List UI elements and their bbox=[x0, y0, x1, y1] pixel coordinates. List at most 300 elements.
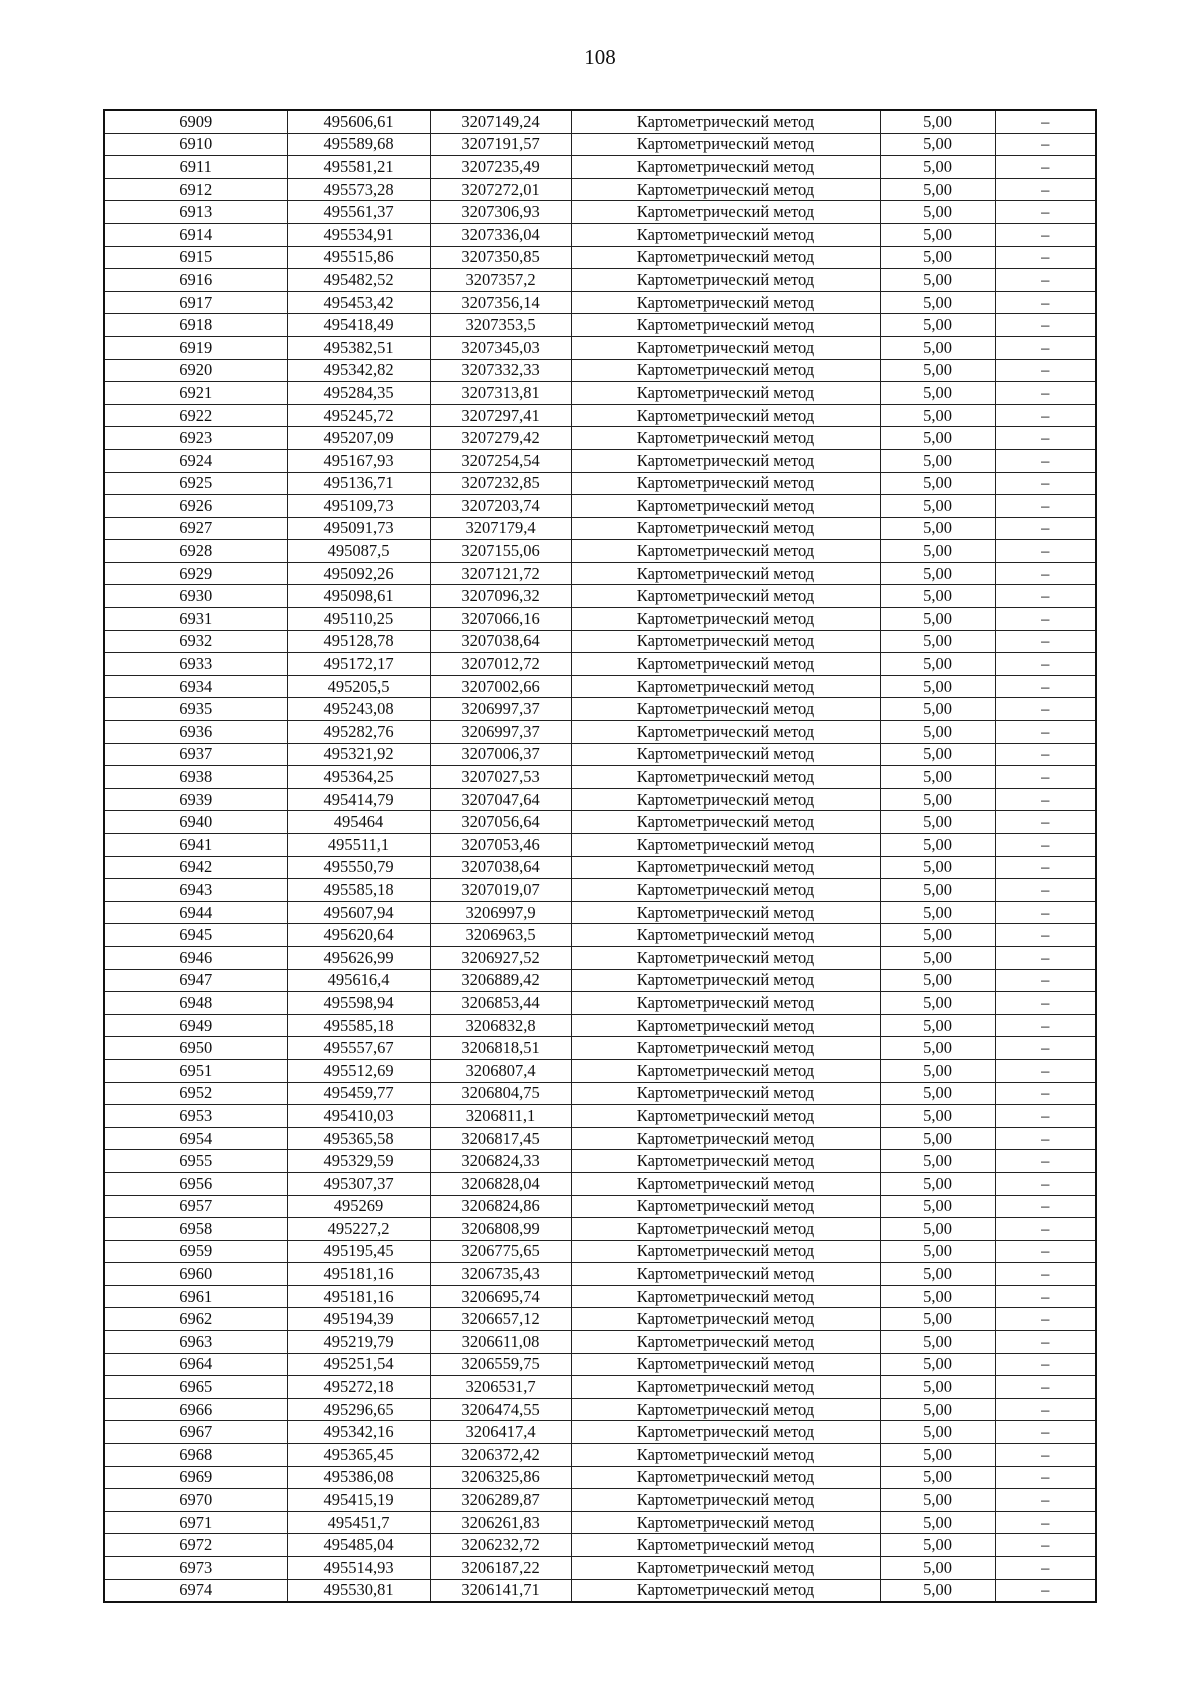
method-cell: Картометрический метод bbox=[571, 1195, 880, 1218]
y-coordinate-cell: 3207121,72 bbox=[430, 562, 571, 585]
x-coordinate-cell: 495415,19 bbox=[287, 1489, 430, 1512]
description-cell: – bbox=[995, 1466, 1096, 1489]
y-coordinate-cell: 3206559,75 bbox=[430, 1353, 571, 1376]
method-cell: Картометрический метод bbox=[571, 404, 880, 427]
accuracy-cell: 5,00 bbox=[880, 246, 995, 269]
x-coordinate-cell: 495181,16 bbox=[287, 1285, 430, 1308]
method-cell: Картометрический метод bbox=[571, 540, 880, 563]
table-row bbox=[104, 110, 1096, 133]
coordinates-table-body bbox=[104, 110, 1096, 1602]
y-coordinate-cell: 3207350,85 bbox=[430, 246, 571, 269]
method-cell: Картометрический метод bbox=[571, 1421, 880, 1444]
description-cell: – bbox=[995, 472, 1096, 495]
table-row bbox=[104, 834, 1096, 857]
description-cell: – bbox=[995, 1105, 1096, 1128]
description-cell: – bbox=[995, 291, 1096, 314]
accuracy-cell: 5,00 bbox=[880, 1037, 995, 1060]
method-cell: Картометрический метод bbox=[571, 359, 880, 382]
accuracy-cell: 5,00 bbox=[880, 133, 995, 156]
accuracy-cell: 5,00 bbox=[880, 291, 995, 314]
point-number-cell: 6923 bbox=[104, 427, 287, 450]
description-cell: – bbox=[995, 156, 1096, 179]
x-coordinate-cell: 495227,2 bbox=[287, 1218, 430, 1241]
table-row bbox=[104, 766, 1096, 789]
point-number-cell: 6968 bbox=[104, 1444, 287, 1467]
table-row bbox=[104, 562, 1096, 585]
table-row bbox=[104, 1398, 1096, 1421]
description-cell: – bbox=[995, 1127, 1096, 1150]
table-row bbox=[104, 1557, 1096, 1580]
x-coordinate-cell: 495321,92 bbox=[287, 743, 430, 766]
x-coordinate-cell: 495172,17 bbox=[287, 653, 430, 676]
table-row bbox=[104, 1285, 1096, 1308]
x-coordinate-cell: 495607,94 bbox=[287, 901, 430, 924]
accuracy-cell: 5,00 bbox=[880, 1150, 995, 1173]
accuracy-cell: 5,00 bbox=[880, 924, 995, 947]
point-number-cell: 6957 bbox=[104, 1195, 287, 1218]
description-cell: – bbox=[995, 901, 1096, 924]
accuracy-cell: 5,00 bbox=[880, 1331, 995, 1354]
x-coordinate-cell: 495092,26 bbox=[287, 562, 430, 585]
accuracy-cell: 5,00 bbox=[880, 969, 995, 992]
table-row bbox=[104, 1195, 1096, 1218]
accuracy-cell: 5,00 bbox=[880, 1263, 995, 1286]
method-cell: Картометрический метод bbox=[571, 675, 880, 698]
accuracy-cell: 5,00 bbox=[880, 811, 995, 834]
y-coordinate-cell: 3207056,64 bbox=[430, 811, 571, 834]
accuracy-cell: 5,00 bbox=[880, 1172, 995, 1195]
method-cell: Картометрический метод bbox=[571, 1489, 880, 1512]
x-coordinate-cell: 495514,93 bbox=[287, 1557, 430, 1580]
method-cell: Картометрический метод bbox=[571, 743, 880, 766]
table-row bbox=[104, 472, 1096, 495]
point-number-cell: 6918 bbox=[104, 314, 287, 337]
point-number-cell: 6936 bbox=[104, 721, 287, 744]
x-coordinate-cell: 495589,68 bbox=[287, 133, 430, 156]
y-coordinate-cell: 3206832,8 bbox=[430, 1014, 571, 1037]
y-coordinate-cell: 3207345,03 bbox=[430, 336, 571, 359]
method-cell: Картометрический метод bbox=[571, 1557, 880, 1580]
description-cell: – bbox=[995, 517, 1096, 540]
description-cell: – bbox=[995, 178, 1096, 201]
x-coordinate-cell: 495342,82 bbox=[287, 359, 430, 382]
y-coordinate-cell: 3207235,49 bbox=[430, 156, 571, 179]
method-cell: Картометрический метод bbox=[571, 1105, 880, 1128]
y-coordinate-cell: 3206824,33 bbox=[430, 1150, 571, 1173]
y-coordinate-cell: 3206997,37 bbox=[430, 698, 571, 721]
accuracy-cell: 5,00 bbox=[880, 901, 995, 924]
point-number-cell: 6969 bbox=[104, 1466, 287, 1489]
table-row bbox=[104, 133, 1096, 156]
method-cell: Картометрический метод bbox=[571, 133, 880, 156]
table-row bbox=[104, 1579, 1096, 1602]
table-row bbox=[104, 404, 1096, 427]
point-number-cell: 6912 bbox=[104, 178, 287, 201]
x-coordinate-cell: 495251,54 bbox=[287, 1353, 430, 1376]
point-number-cell: 6954 bbox=[104, 1127, 287, 1150]
table-row bbox=[104, 382, 1096, 405]
y-coordinate-cell: 3207306,93 bbox=[430, 201, 571, 224]
x-coordinate-cell: 495511,1 bbox=[287, 834, 430, 857]
accuracy-cell: 5,00 bbox=[880, 404, 995, 427]
accuracy-cell: 5,00 bbox=[880, 223, 995, 246]
method-cell: Картометрический метод bbox=[571, 223, 880, 246]
point-number-cell: 6967 bbox=[104, 1421, 287, 1444]
point-number-cell: 6930 bbox=[104, 585, 287, 608]
method-cell: Картометрический метод bbox=[571, 901, 880, 924]
x-coordinate-cell: 495205,5 bbox=[287, 675, 430, 698]
accuracy-cell: 5,00 bbox=[880, 314, 995, 337]
y-coordinate-cell: 3207179,4 bbox=[430, 517, 571, 540]
point-number-cell: 6933 bbox=[104, 653, 287, 676]
method-cell: Картометрический метод bbox=[571, 879, 880, 902]
x-coordinate-cell: 495282,76 bbox=[287, 721, 430, 744]
method-cell: Картометрический метод bbox=[571, 336, 880, 359]
y-coordinate-cell: 3206474,55 bbox=[430, 1398, 571, 1421]
point-number-cell: 6971 bbox=[104, 1511, 287, 1534]
x-coordinate-cell: 495194,39 bbox=[287, 1308, 430, 1331]
x-coordinate-cell: 495195,45 bbox=[287, 1240, 430, 1263]
accuracy-cell: 5,00 bbox=[880, 472, 995, 495]
table-row bbox=[104, 223, 1096, 246]
x-coordinate-cell: 495365,45 bbox=[287, 1444, 430, 1467]
point-number-cell: 6919 bbox=[104, 336, 287, 359]
description-cell: – bbox=[995, 1353, 1096, 1376]
x-coordinate-cell: 495364,25 bbox=[287, 766, 430, 789]
accuracy-cell: 5,00 bbox=[880, 1466, 995, 1489]
table-row bbox=[104, 1511, 1096, 1534]
point-number-cell: 6934 bbox=[104, 675, 287, 698]
y-coordinate-cell: 3206997,9 bbox=[430, 901, 571, 924]
table-row bbox=[104, 608, 1096, 631]
point-number-cell: 6940 bbox=[104, 811, 287, 834]
description-cell: – bbox=[995, 653, 1096, 676]
accuracy-cell: 5,00 bbox=[880, 1398, 995, 1421]
y-coordinate-cell: 3206828,04 bbox=[430, 1172, 571, 1195]
point-number-cell: 6974 bbox=[104, 1579, 287, 1602]
method-cell: Картометрический метод bbox=[571, 1150, 880, 1173]
point-number-cell: 6964 bbox=[104, 1353, 287, 1376]
point-number-cell: 6960 bbox=[104, 1263, 287, 1286]
description-cell: – bbox=[995, 879, 1096, 902]
method-cell: Картометрический метод bbox=[571, 1014, 880, 1037]
x-coordinate-cell: 495414,79 bbox=[287, 788, 430, 811]
point-number-cell: 6950 bbox=[104, 1037, 287, 1060]
table-row bbox=[104, 879, 1096, 902]
point-number-cell: 6970 bbox=[104, 1489, 287, 1512]
accuracy-cell: 5,00 bbox=[880, 562, 995, 585]
accuracy-cell: 5,00 bbox=[880, 1421, 995, 1444]
y-coordinate-cell: 3207191,57 bbox=[430, 133, 571, 156]
method-cell: Картометрический метод bbox=[571, 1218, 880, 1241]
y-coordinate-cell: 3206963,5 bbox=[430, 924, 571, 947]
description-cell: – bbox=[995, 856, 1096, 879]
description-cell: – bbox=[995, 246, 1096, 269]
x-coordinate-cell: 495464 bbox=[287, 811, 430, 834]
y-coordinate-cell: 3207297,41 bbox=[430, 404, 571, 427]
description-cell: – bbox=[995, 1331, 1096, 1354]
table-row bbox=[104, 1172, 1096, 1195]
point-number-cell: 6914 bbox=[104, 223, 287, 246]
point-number-cell: 6961 bbox=[104, 1285, 287, 1308]
table-row bbox=[104, 1240, 1096, 1263]
description-cell: – bbox=[995, 1172, 1096, 1195]
y-coordinate-cell: 3206889,42 bbox=[430, 969, 571, 992]
accuracy-cell: 5,00 bbox=[880, 1127, 995, 1150]
point-number-cell: 6945 bbox=[104, 924, 287, 947]
x-coordinate-cell: 495243,08 bbox=[287, 698, 430, 721]
method-cell: Картометрический метод bbox=[571, 517, 880, 540]
accuracy-cell: 5,00 bbox=[880, 427, 995, 450]
description-cell: – bbox=[995, 1444, 1096, 1467]
accuracy-cell: 5,00 bbox=[880, 1218, 995, 1241]
x-coordinate-cell: 495585,18 bbox=[287, 879, 430, 902]
method-cell: Картометрический метод bbox=[571, 472, 880, 495]
method-cell: Картометрический метод bbox=[571, 1398, 880, 1421]
y-coordinate-cell: 3206372,42 bbox=[430, 1444, 571, 1467]
accuracy-cell: 5,00 bbox=[880, 495, 995, 518]
y-coordinate-cell: 3206325,86 bbox=[430, 1466, 571, 1489]
point-number-cell: 6944 bbox=[104, 901, 287, 924]
y-coordinate-cell: 3206531,7 bbox=[430, 1376, 571, 1399]
x-coordinate-cell: 495626,99 bbox=[287, 946, 430, 969]
description-cell: – bbox=[995, 721, 1096, 744]
x-coordinate-cell: 495620,64 bbox=[287, 924, 430, 947]
table-row bbox=[104, 1534, 1096, 1557]
method-cell: Картометрический метод bbox=[571, 721, 880, 744]
method-cell: Картометрический метод bbox=[571, 1263, 880, 1286]
accuracy-cell: 5,00 bbox=[880, 449, 995, 472]
x-coordinate-cell: 495459,77 bbox=[287, 1082, 430, 1105]
table-row bbox=[104, 178, 1096, 201]
table-row bbox=[104, 1353, 1096, 1376]
accuracy-cell: 5,00 bbox=[880, 178, 995, 201]
y-coordinate-cell: 3206735,43 bbox=[430, 1263, 571, 1286]
table-row bbox=[104, 1331, 1096, 1354]
description-cell: – bbox=[995, 133, 1096, 156]
point-number-cell: 6965 bbox=[104, 1376, 287, 1399]
point-number-cell: 6913 bbox=[104, 201, 287, 224]
table-row bbox=[104, 698, 1096, 721]
point-number-cell: 6947 bbox=[104, 969, 287, 992]
table-row bbox=[104, 1218, 1096, 1241]
accuracy-cell: 5,00 bbox=[880, 1285, 995, 1308]
description-cell: – bbox=[995, 1511, 1096, 1534]
y-coordinate-cell: 3206997,37 bbox=[430, 721, 571, 744]
accuracy-cell: 5,00 bbox=[880, 698, 995, 721]
method-cell: Картометрический метод bbox=[571, 608, 880, 631]
accuracy-cell: 5,00 bbox=[880, 1444, 995, 1467]
table-row bbox=[104, 856, 1096, 879]
x-coordinate-cell: 495219,79 bbox=[287, 1331, 430, 1354]
table-row bbox=[104, 992, 1096, 1015]
description-cell: – bbox=[995, 743, 1096, 766]
accuracy-cell: 5,00 bbox=[880, 517, 995, 540]
x-coordinate-cell: 495515,86 bbox=[287, 246, 430, 269]
description-cell: – bbox=[995, 201, 1096, 224]
x-coordinate-cell: 495167,93 bbox=[287, 449, 430, 472]
accuracy-cell: 5,00 bbox=[880, 856, 995, 879]
y-coordinate-cell: 3206141,71 bbox=[430, 1579, 571, 1602]
description-cell: – bbox=[995, 1308, 1096, 1331]
method-cell: Картометрический метод bbox=[571, 314, 880, 337]
accuracy-cell: 5,00 bbox=[880, 721, 995, 744]
table-row bbox=[104, 743, 1096, 766]
table-row bbox=[104, 969, 1096, 992]
table-row bbox=[104, 1376, 1096, 1399]
y-coordinate-cell: 3206811,1 bbox=[430, 1105, 571, 1128]
point-number-cell: 6948 bbox=[104, 992, 287, 1015]
method-cell: Картометрический метод bbox=[571, 834, 880, 857]
y-coordinate-cell: 3206808,99 bbox=[430, 1218, 571, 1241]
x-coordinate-cell: 495181,16 bbox=[287, 1263, 430, 1286]
table-row bbox=[104, 1308, 1096, 1331]
point-number-cell: 6932 bbox=[104, 630, 287, 653]
method-cell: Картометрический метод bbox=[571, 201, 880, 224]
method-cell: Картометрический метод bbox=[571, 1466, 880, 1489]
accuracy-cell: 5,00 bbox=[880, 1059, 995, 1082]
y-coordinate-cell: 3207038,64 bbox=[430, 856, 571, 879]
accuracy-cell: 5,00 bbox=[880, 675, 995, 698]
method-cell: Картометрический метод bbox=[571, 698, 880, 721]
method-cell: Картометрический метод bbox=[571, 856, 880, 879]
y-coordinate-cell: 3206853,44 bbox=[430, 992, 571, 1015]
table-row bbox=[104, 1421, 1096, 1444]
accuracy-cell: 5,00 bbox=[880, 788, 995, 811]
method-cell: Картометрический метод bbox=[571, 766, 880, 789]
x-coordinate-cell: 495386,08 bbox=[287, 1466, 430, 1489]
point-number-cell: 6946 bbox=[104, 946, 287, 969]
point-number-cell: 6956 bbox=[104, 1172, 287, 1195]
x-coordinate-cell: 495530,81 bbox=[287, 1579, 430, 1602]
point-number-cell: 6973 bbox=[104, 1557, 287, 1580]
y-coordinate-cell: 3206818,51 bbox=[430, 1037, 571, 1060]
method-cell: Картометрический метод bbox=[571, 1511, 880, 1534]
x-coordinate-cell: 495307,37 bbox=[287, 1172, 430, 1195]
x-coordinate-cell: 495573,28 bbox=[287, 178, 430, 201]
method-cell: Картометрический метод bbox=[571, 246, 880, 269]
accuracy-cell: 5,00 bbox=[880, 540, 995, 563]
description-cell: – bbox=[995, 675, 1096, 698]
accuracy-cell: 5,00 bbox=[880, 992, 995, 1015]
method-cell: Картометрический метод bbox=[571, 1534, 880, 1557]
description-cell: – bbox=[995, 788, 1096, 811]
description-cell: – bbox=[995, 1285, 1096, 1308]
table-row bbox=[104, 1059, 1096, 1082]
point-number-cell: 6955 bbox=[104, 1150, 287, 1173]
y-coordinate-cell: 3206927,52 bbox=[430, 946, 571, 969]
y-coordinate-cell: 3206817,45 bbox=[430, 1127, 571, 1150]
x-coordinate-cell: 495110,25 bbox=[287, 608, 430, 631]
point-number-cell: 6963 bbox=[104, 1331, 287, 1354]
y-coordinate-cell: 3207232,85 bbox=[430, 472, 571, 495]
table-row bbox=[104, 630, 1096, 653]
point-number-cell: 6949 bbox=[104, 1014, 287, 1037]
table-row bbox=[104, 291, 1096, 314]
y-coordinate-cell: 3207053,46 bbox=[430, 834, 571, 857]
method-cell: Картометрический метод bbox=[571, 1376, 880, 1399]
accuracy-cell: 5,00 bbox=[880, 110, 995, 133]
method-cell: Картометрический метод bbox=[571, 946, 880, 969]
x-coordinate-cell: 495616,4 bbox=[287, 969, 430, 992]
y-coordinate-cell: 3206807,4 bbox=[430, 1059, 571, 1082]
method-cell: Картометрический метод bbox=[571, 585, 880, 608]
table-row bbox=[104, 788, 1096, 811]
table-row bbox=[104, 1150, 1096, 1173]
x-coordinate-cell: 495269 bbox=[287, 1195, 430, 1218]
table-row bbox=[104, 269, 1096, 292]
description-cell: – bbox=[995, 1557, 1096, 1580]
point-number-cell: 6924 bbox=[104, 449, 287, 472]
y-coordinate-cell: 3207038,64 bbox=[430, 630, 571, 653]
y-coordinate-cell: 3207203,74 bbox=[430, 495, 571, 518]
accuracy-cell: 5,00 bbox=[880, 946, 995, 969]
accuracy-cell: 5,00 bbox=[880, 1082, 995, 1105]
accuracy-cell: 5,00 bbox=[880, 608, 995, 631]
description-cell: – bbox=[995, 834, 1096, 857]
y-coordinate-cell: 3206695,74 bbox=[430, 1285, 571, 1308]
point-number-cell: 6942 bbox=[104, 856, 287, 879]
accuracy-cell: 5,00 bbox=[880, 630, 995, 653]
y-coordinate-cell: 3207353,5 bbox=[430, 314, 571, 337]
description-cell: – bbox=[995, 359, 1096, 382]
method-cell: Картометрический метод bbox=[571, 1127, 880, 1150]
accuracy-cell: 5,00 bbox=[880, 879, 995, 902]
table-row bbox=[104, 246, 1096, 269]
table-row bbox=[104, 675, 1096, 698]
method-cell: Картометрический метод bbox=[571, 630, 880, 653]
method-cell: Картометрический метод bbox=[571, 382, 880, 405]
description-cell: – bbox=[995, 1150, 1096, 1173]
method-cell: Картометрический метод bbox=[571, 1285, 880, 1308]
description-cell: – bbox=[995, 811, 1096, 834]
description-cell: – bbox=[995, 269, 1096, 292]
y-coordinate-cell: 3207155,06 bbox=[430, 540, 571, 563]
point-number-cell: 6929 bbox=[104, 562, 287, 585]
y-coordinate-cell: 3207002,66 bbox=[430, 675, 571, 698]
table-row bbox=[104, 924, 1096, 947]
table-row bbox=[104, 1466, 1096, 1489]
description-cell: – bbox=[995, 1240, 1096, 1263]
description-cell: – bbox=[995, 1534, 1096, 1557]
coordinates-table bbox=[103, 109, 1097, 1603]
table-row bbox=[104, 201, 1096, 224]
description-cell: – bbox=[995, 427, 1096, 450]
description-cell: – bbox=[995, 495, 1096, 518]
y-coordinate-cell: 3206261,83 bbox=[430, 1511, 571, 1534]
table-row bbox=[104, 1082, 1096, 1105]
y-coordinate-cell: 3206232,72 bbox=[430, 1534, 571, 1557]
point-number-cell: 6959 bbox=[104, 1240, 287, 1263]
point-number-cell: 6915 bbox=[104, 246, 287, 269]
point-number-cell: 6922 bbox=[104, 404, 287, 427]
description-cell: – bbox=[995, 1376, 1096, 1399]
accuracy-cell: 5,00 bbox=[880, 1534, 995, 1557]
x-coordinate-cell: 495098,61 bbox=[287, 585, 430, 608]
method-cell: Картометрический метод bbox=[571, 1172, 880, 1195]
x-coordinate-cell: 495482,52 bbox=[287, 269, 430, 292]
accuracy-cell: 5,00 bbox=[880, 201, 995, 224]
accuracy-cell: 5,00 bbox=[880, 1579, 995, 1602]
y-coordinate-cell: 3207254,54 bbox=[430, 449, 571, 472]
y-coordinate-cell: 3207332,33 bbox=[430, 359, 571, 382]
x-coordinate-cell: 495284,35 bbox=[287, 382, 430, 405]
point-number-cell: 6939 bbox=[104, 788, 287, 811]
description-cell: – bbox=[995, 1263, 1096, 1286]
method-cell: Картометрический метод bbox=[571, 495, 880, 518]
x-coordinate-cell: 495585,18 bbox=[287, 1014, 430, 1037]
table-row bbox=[104, 1489, 1096, 1512]
